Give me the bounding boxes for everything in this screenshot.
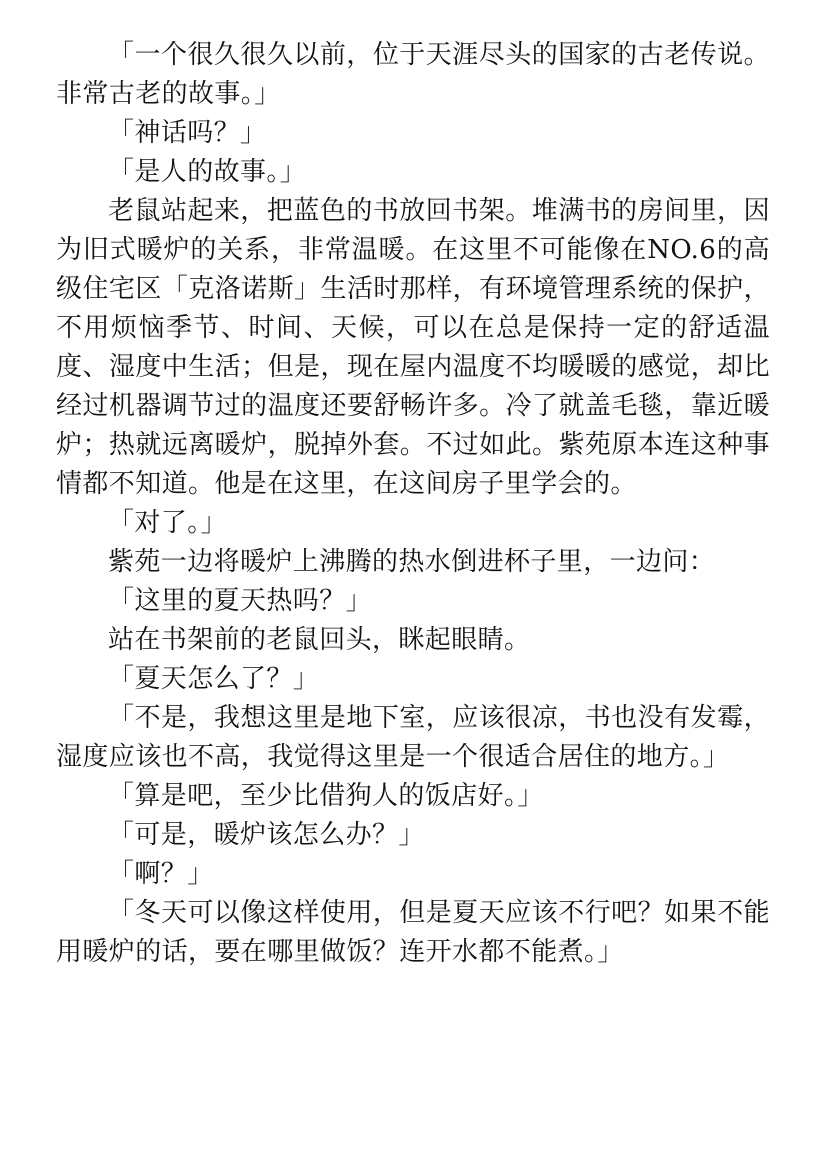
paragraph: 「是人的故事。」 (108, 157, 307, 187)
body-text (56, 36, 770, 972)
paragraph: 「神话吗？」 (108, 118, 267, 148)
paragraph: 「可是，暖炉该怎么办？」 (108, 820, 425, 850)
paragraph: 「不是，我想这里是地下室，应该很凉，书也没有发霉，湿度应该也不高，我觉得这里是一个很适合居住的地方。」 (56, 703, 770, 772)
paragraph: 「冬天可以像这样使用，但是夏天应该不行吧？如果不能用暖炉的话，要在哪里做饭？连开水都不能煮。」 (56, 898, 770, 967)
paragraph: 「夏天怎么了？」 (108, 664, 320, 694)
paragraph: 「啊？」 (108, 859, 214, 889)
paragraph: 「对了。」 (108, 508, 228, 538)
paragraph: 紫苑一边将暖炉上沸腾的热水倒进杯子里，一边问： (108, 547, 716, 577)
paragraph: 「这里的夏天热吗？」 (108, 586, 373, 616)
paragraph: 「算是吧，至少比借狗人的饭店好。」 (108, 781, 544, 811)
paragraph: 站在书架前的老鼠回头，眯起眼睛。 (108, 625, 531, 655)
paragraph: 老鼠站起来，把蓝色的书放回书架。堆满书的房间里，因为旧式暖炉的关系，非常温暖。在这里不可能像在NO.6的高级住宅区「克洛诺斯」生活时那样，有环境管理系统的保护，不用烦恼季节、时间、天候，可以在总是保持一定的舒适温度、湿度中生活；但是，现在屋内温度不均暖暖的感觉，却比经过机器调节过的温度还要舒畅许多。冷了就盖毛毯，靠近暖炉；热就远离暖炉，脱掉外套。不过如此。紫苑原本连这种事情都不知道。他是在这里，在这间房子里学会的。 (56, 196, 770, 499)
paragraph: 「一个很久很久以前，位于天涯尽头的国家的古老传说。非常古老的故事。」 (56, 40, 770, 109)
